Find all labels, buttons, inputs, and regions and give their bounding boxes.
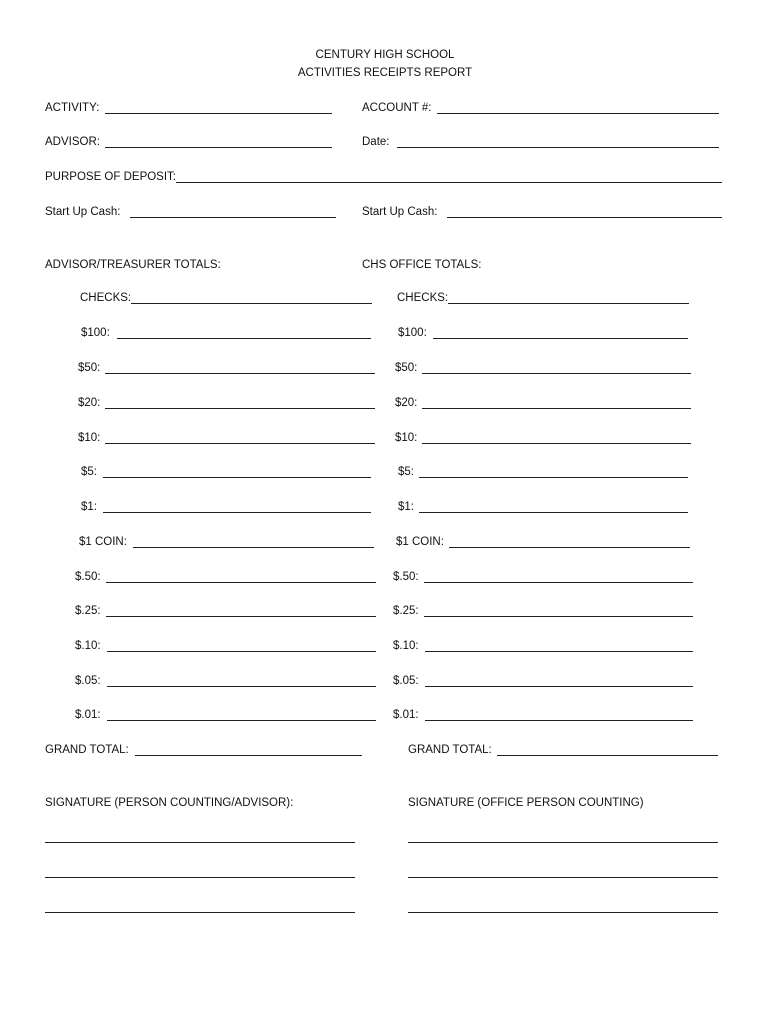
- purpose-label: PURPOSE OF DEPOSIT:: [45, 171, 176, 183]
- right-row-line[interactable]: [424, 582, 693, 583]
- account-label: ACCOUNT #:: [362, 102, 432, 114]
- grand-total-right-line[interactable]: [497, 755, 718, 756]
- purpose-line[interactable]: [176, 182, 722, 183]
- left-row-label: $50:: [78, 362, 101, 374]
- activity-line[interactable]: [105, 113, 332, 114]
- left-row-line[interactable]: [131, 303, 372, 304]
- left-row-line[interactable]: [106, 582, 376, 583]
- signature-advisor-line[interactable]: [45, 842, 355, 843]
- right-row-label: $5:: [398, 466, 414, 478]
- advisor-totals-heading: ADVISOR/TREASURER TOTALS:: [45, 259, 221, 271]
- right-row-line[interactable]: [419, 512, 688, 513]
- right-row-line[interactable]: [422, 408, 691, 409]
- advisor-line[interactable]: [105, 147, 332, 148]
- left-row-label: $.10:: [75, 640, 101, 652]
- date-line[interactable]: [397, 147, 719, 148]
- left-row-label: CHECKS:: [80, 292, 132, 304]
- signature-advisor-label: SIGNATURE (PERSON COUNTING/ADVISOR):: [45, 797, 294, 809]
- signature-office-line[interactable]: [408, 912, 718, 913]
- signature-office-line[interactable]: [408, 842, 718, 843]
- right-row-label: $50:: [395, 362, 418, 374]
- right-row-line[interactable]: [449, 547, 690, 548]
- left-row-label: $.50:: [75, 571, 101, 583]
- signature-advisor-line[interactable]: [45, 912, 355, 913]
- right-row-label: $.25:: [393, 605, 419, 617]
- startup-cash-left-label: Start Up Cash:: [45, 206, 121, 218]
- right-row-label: $.01:: [393, 709, 419, 721]
- left-row-label: $.05:: [75, 675, 101, 687]
- right-row-line[interactable]: [425, 651, 693, 652]
- left-row-label: $.01:: [75, 709, 101, 721]
- left-row-line[interactable]: [105, 373, 375, 374]
- left-row-line[interactable]: [103, 477, 371, 478]
- advisor-label: ADVISOR:: [45, 136, 100, 148]
- startup-cash-right-line[interactable]: [447, 217, 722, 218]
- right-row-label: $.10:: [393, 640, 419, 652]
- right-row-label: $1 COIN:: [396, 536, 444, 548]
- left-row-line[interactable]: [106, 616, 376, 617]
- right-row-label: $.50:: [393, 571, 419, 583]
- startup-cash-right-label: Start Up Cash:: [362, 206, 438, 218]
- right-row-line[interactable]: [448, 303, 689, 304]
- right-row-line[interactable]: [433, 338, 688, 339]
- right-row-label: $10:: [395, 432, 418, 444]
- left-row-line[interactable]: [133, 547, 374, 548]
- left-row-line[interactable]: [107, 720, 376, 721]
- right-row-line[interactable]: [425, 720, 693, 721]
- signature-advisor-line[interactable]: [45, 877, 355, 878]
- grand-total-right-label: GRAND TOTAL:: [408, 744, 492, 756]
- right-row-label: $1:: [398, 501, 414, 513]
- left-row-label: $1:: [81, 501, 97, 513]
- left-row-label: $100:: [81, 327, 110, 339]
- right-row-line[interactable]: [419, 477, 688, 478]
- right-row-line[interactable]: [422, 443, 691, 444]
- report-title: ACTIVITIES RECEIPTS REPORT: [297, 67, 473, 79]
- left-row-label: $20:: [78, 397, 101, 409]
- grand-total-left-label: GRAND TOTAL:: [45, 744, 129, 756]
- startup-cash-left-line[interactable]: [130, 217, 336, 218]
- right-row-label: $100:: [398, 327, 427, 339]
- right-row-line[interactable]: [424, 616, 693, 617]
- left-row-label: $1 COIN:: [79, 536, 127, 548]
- left-row-label: $5:: [81, 466, 97, 478]
- signature-office-label: SIGNATURE (OFFICE PERSON COUNTING): [408, 797, 644, 809]
- right-row-label: $.05:: [393, 675, 419, 687]
- office-totals-heading: CHS OFFICE TOTALS:: [362, 259, 482, 271]
- school-name: CENTURY HIGH SCHOOL: [315, 49, 455, 61]
- left-row-line[interactable]: [103, 512, 371, 513]
- left-row-line[interactable]: [105, 443, 375, 444]
- grand-total-left-line[interactable]: [135, 755, 362, 756]
- left-row-line[interactable]: [117, 338, 371, 339]
- left-row-label: $.25:: [75, 605, 101, 617]
- signature-office-line[interactable]: [408, 877, 718, 878]
- right-row-line[interactable]: [422, 373, 691, 374]
- activity-label: ACTIVITY:: [45, 102, 100, 114]
- left-row-line[interactable]: [107, 651, 376, 652]
- left-row-line[interactable]: [105, 408, 375, 409]
- date-label: Date:: [362, 136, 390, 148]
- left-row-line[interactable]: [107, 686, 376, 687]
- account-line[interactable]: [437, 113, 719, 114]
- right-row-label: CHECKS:: [397, 292, 449, 304]
- right-row-label: $20:: [395, 397, 418, 409]
- right-row-line[interactable]: [425, 686, 693, 687]
- left-row-label: $10:: [78, 432, 101, 444]
